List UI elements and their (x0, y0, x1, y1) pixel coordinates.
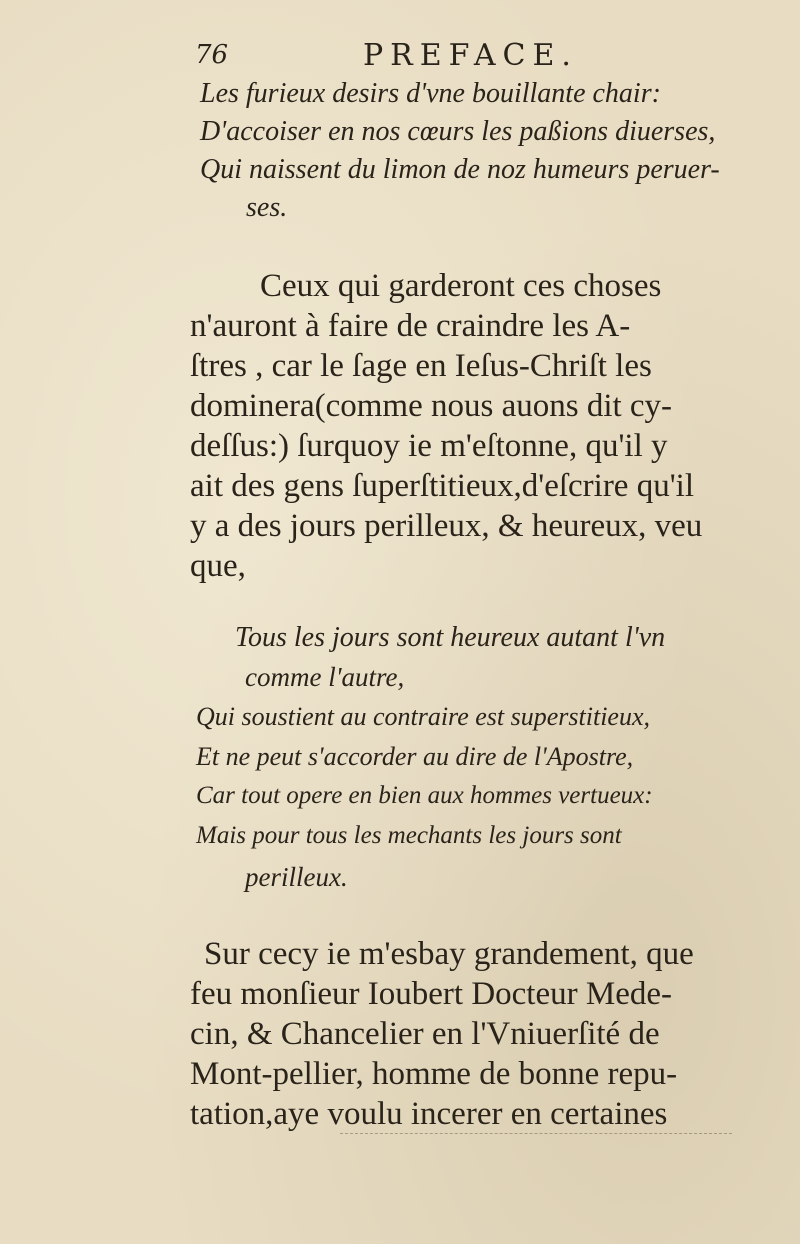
verse-line: comme l'autre, (245, 662, 405, 692)
verse-line: perilleux. (245, 862, 348, 892)
verse-line: ses. (246, 192, 288, 223)
text-line: dominera(comme nous auons dit cy- (190, 388, 673, 424)
text-line: y a des jours perilleux, & heureux, veu (190, 508, 703, 544)
verse-line: Mais pour tous les mechants les jours sont (196, 822, 622, 849)
text-line: deſſus:) ſurquoy ie m'eſtonne, qu'il y (190, 428, 668, 464)
verse-block-2 (190, 622, 750, 902)
page-header (195, 34, 755, 78)
prose-block-2 (190, 936, 750, 1146)
prose-block-1 (190, 268, 750, 598)
text-line: que, (190, 548, 246, 584)
verse-line: Et ne peut s'accorder au dire de l'Apostre, (196, 742, 634, 771)
bottom-rule (340, 1133, 732, 1135)
text-line: cin, & Chancelier en l'Vniuerſité de (190, 1016, 660, 1052)
verse-block-1 (200, 78, 760, 228)
verse-line: Les furieux desirs d'vne bouillante chair: (200, 78, 661, 109)
verse-line: Qui naissent du limon de noz humeurs peruer- (200, 154, 720, 185)
text-line: ait des gens ſuperſtitieux,d'eſcrire qu'il (190, 468, 694, 504)
text-line: tation,aye voulu incerer en certaines (190, 1096, 668, 1132)
verse-line: Qui soustient au contraire est superstitieux, (196, 702, 650, 731)
text-line: ſtres , car le ſage en Ieſus-Chriſt les (190, 348, 652, 384)
running-head: PREFACE. (363, 38, 578, 73)
text-line: Sur cecy ie m'esbay grandement, que (204, 936, 694, 972)
text-line: Ceux qui garderont ces choses (260, 268, 662, 304)
verse-line: Car tout opere en bien aux hommes vertueux: (196, 782, 653, 809)
verse-line: Tous les jours sont heureux autant l'vn (235, 622, 666, 653)
text-line: n'auront à faire de craindre les A- (190, 308, 631, 344)
text-line: feu monſieur Ioubert Docteur Mede- (190, 976, 672, 1012)
page-number: 76 (195, 40, 229, 70)
verse-line: D'accoiser en nos cœurs les paßions diuerses, (200, 116, 716, 147)
text-line: Mont-pellier, homme de bonne repu- (190, 1056, 678, 1092)
